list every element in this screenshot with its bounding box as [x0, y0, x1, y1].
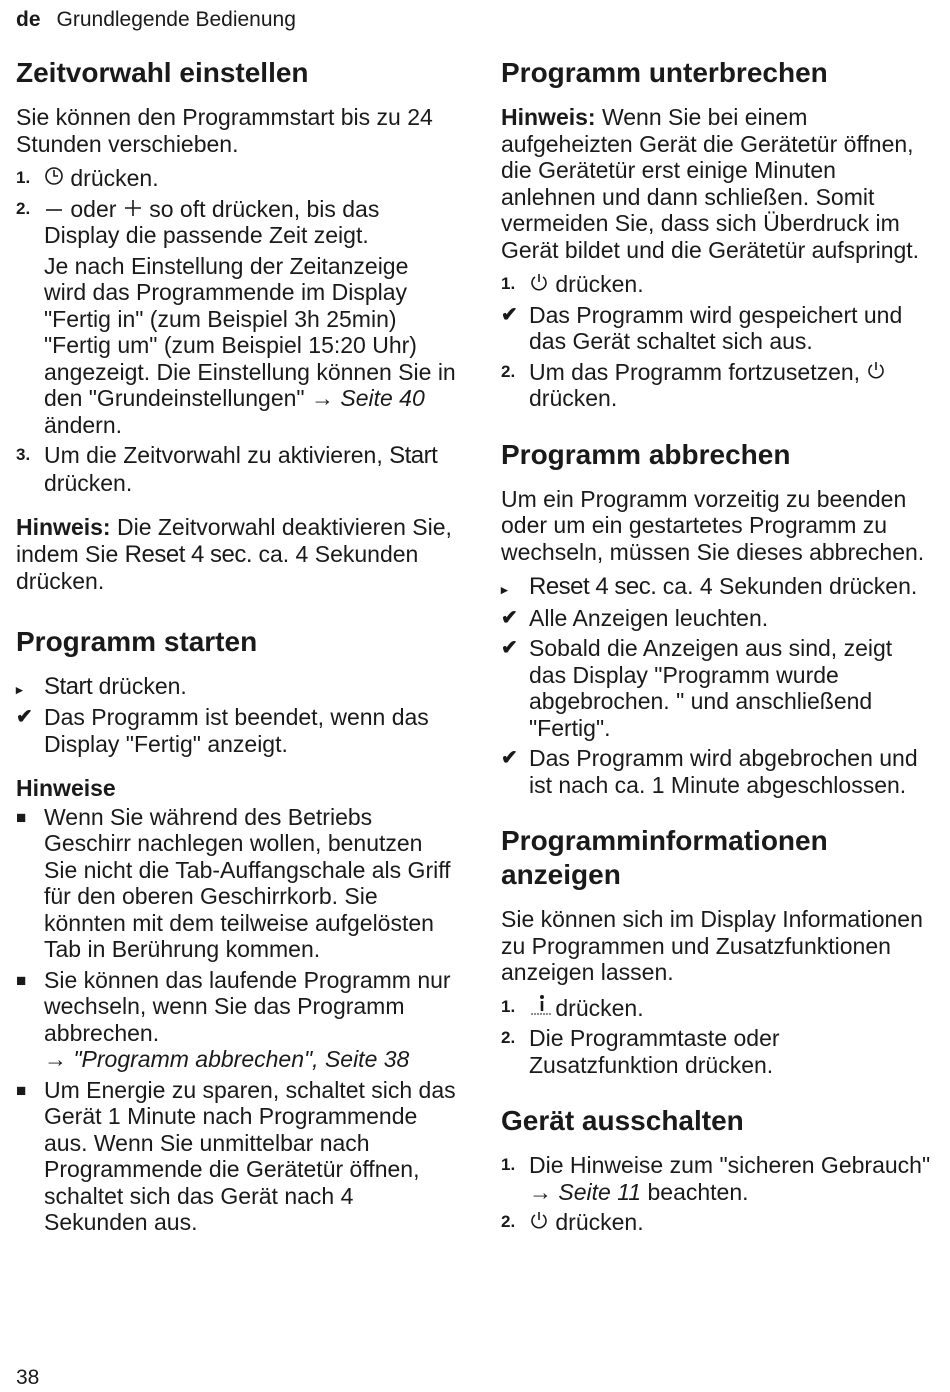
zeit-step-1: 1. drücken. [16, 165, 159, 191]
bullet-icon: ■ [16, 970, 27, 990]
right-column [501, 56, 935, 1240]
zeit-intro: Sie können den Programmstart bis zu 24 Stunden verschieben. [16, 104, 433, 157]
hinweise-heading: Hinweise [16, 775, 116, 801]
clock-icon [44, 165, 64, 192]
reset-key-label: Reset 4 sec. [529, 573, 657, 600]
minus-icon [44, 196, 64, 223]
start-key-label: Start [44, 672, 93, 700]
language-tag: de [16, 8, 41, 31]
abbr-result-1: ✔ Alle Anzeigen leuchten. [501, 604, 769, 631]
power-icon [529, 1209, 549, 1236]
unter-step-2: 2. Um das Programm fortzusetzen, drücken. [501, 359, 935, 412]
arrow-icon: ▸ [16, 681, 23, 697]
info-icon [529, 994, 549, 1022]
check-icon: ✔ [501, 303, 518, 326]
power-icon [529, 271, 549, 298]
check-icon: ✔ [16, 706, 33, 728]
bullet-icon: ■ [16, 1080, 27, 1100]
zeit-step-3: 3. Um die Zeitvorwahl zu aktivieren, Start drücken. [16, 442, 438, 496]
page-number: 38 [16, 1366, 40, 1389]
reset-key-label: Reset 4 sec. [124, 540, 253, 568]
info-intro: Sie können sich im Display Informationen zu Programmen und Zusatzfunktionen anzeigen lassen. [501, 906, 923, 985]
bullet-icon: ■ [16, 807, 27, 827]
heading-zeitvorwahl: Zeitvorwahl einstellen [16, 57, 309, 88]
heading-programminformationen: Programminformationen anzeigen [501, 825, 828, 890]
check-icon: ✔ [501, 637, 518, 659]
header-title: Grundlegende Bedienung [56, 8, 296, 31]
info-step-2: 2. Die Programmtaste oder Zusatzfunktion drücken. [501, 1025, 780, 1078]
info-step-1: 1. drücken. [501, 994, 644, 1021]
start-result: ✔ Das Programm ist beendet, wenn das Display "Fertig" anzeigt. [16, 704, 429, 757]
check-icon: ✔ [501, 606, 518, 629]
unter-step-1: 1. drücken. [501, 271, 644, 297]
aus-step-1: 1. Die Hinweise zum "sicheren Gebrauch" → Seite 11 beachten. [501, 1152, 931, 1205]
abbr-result-2: ✔ Sobald die Anzeigen aus sind, zeigt das Display "Programm wurde abgebrochen. " und anschließend "Fertig". [501, 635, 893, 741]
left-column [16, 56, 456, 1240]
heading-programm-unterbrechen: Programm unterbrechen [501, 57, 828, 88]
unter-result-1: ✔ Das Programm wird gespeichert und das Gerät schaltet sich aus. [501, 301, 903, 354]
hinweis-item: ■ Sie können das laufende Programm nur wechseln, wenn Sie das Programm abbrechen. → "Programm abbrechen", Seite 38 [16, 966, 451, 1072]
abbr-result-3: ✔ Das Programm wird abgebrochen und ist nach ca. 1 Minute abgeschlossen. [501, 745, 918, 798]
start-key-label: Start [389, 442, 438, 469]
abbr-action: ▸ Reset 4 sec. ca. 4 Sekunden drücken. [501, 573, 935, 601]
zeit-note: Hinweis: Die Zeitvorwahl deaktivieren Sie, indem Sie Reset 4 sec. ca. 4 Sekunden drücken. [16, 514, 452, 594]
power-icon [866, 359, 886, 386]
zeit-step-2: 2. oder so oft drücken, bis das Display die passende Zeit zeigt. [16, 195, 380, 248]
zeit-step-2-detail: Je nach Einstellung der Zeitanzeige wird das Programmende im Display "Fertig in" (zum Beispiel 3h 25min) "Fertig um" (zum Beispiel 15:20 Uhr) angezeigt. Die Einstellung können Sie in den "Grundeinstellungen" → Seite 40 ändern. [44, 252, 456, 438]
abbr-intro: Um ein Programm vorzeitig zu beenden oder um ein gestartetes Programm zu wechseln, müssen Sie dieses abbrechen. [501, 485, 925, 565]
plus-icon [123, 196, 143, 223]
heading-programm-abbrechen: Programm abbrechen [501, 438, 791, 470]
unter-note: Hinweis: Wenn Sie bei einem aufgeheizten Gerät die Gerätetür öffnen, die Gerätetür erst einige Minuten anlehnen und dann schließen. Somit vermeiden Sie, dass sich Überdruck im Gerät bildet und die Gerätetür aufspringt. [501, 104, 920, 263]
page-header [16, 8, 296, 32]
hinweis-item: ■ Um Energie zu sparen, schaltet sich das Gerät 1 Minute nach Programmende aus. Wenn Sie unmittelbar nach Programmende die Gerätetür öffnen, schaltet sich das Gerät nach 4 Sekunden aus. [16, 1076, 456, 1235]
heading-programm-starten: Programm starten [16, 625, 258, 657]
start-action: ▸ Start drücken. [16, 673, 456, 701]
hinweis-item: ■ Wenn Sie während des Betriebs Geschirr nachlegen wollen, benutzen Sie nicht die Tab-Auffangschale als Griff für den oberen Geschirrkorb. Sie könnten mit dem teilweise aufgelösten Tab in Berührung kommen. [16, 803, 451, 962]
cross-reference: Seite 40 [340, 385, 425, 411]
check-icon: ✔ [501, 747, 518, 769]
heading-geraet-ausschalten: Gerät ausschalten [501, 1105, 744, 1136]
aus-step-2: 2. drücken. [501, 1209, 644, 1235]
cross-reference: "Programm abbrechen", Seite 38 [73, 1046, 410, 1072]
arrow-icon: ▸ [501, 582, 508, 597]
cross-reference: Seite 11 [558, 1178, 642, 1205]
